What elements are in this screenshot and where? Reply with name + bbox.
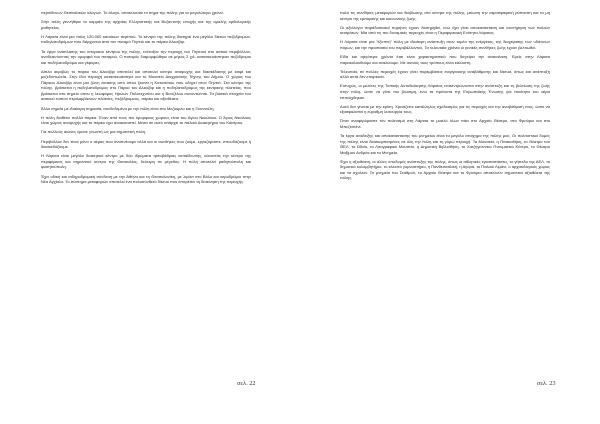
paragraph: Αυτό δεν γίνεται με την κρίση. Χρειάζεται κατάλληλος σχεδιασμός για τις περιοχές και την αναβάθμιση τους, ώστε να εξασφαλιστεί η εύρυθμη λειτουργία τους. xyxy=(340,103,550,115)
paragraph: Η Λάρισα είναι μεγάλο διοικητικό κέντρο με δύο ιδρύματα τριτοβάθμιας εκπαίδευσης, κάνοντάς την κέντρο της περιφέρειας και σημαντικό κέντρο της Θεσσαλίας, δεύτερη σε μέγεθος. Η πόλη αποτελεί μαθητούπολη και φοιτητούπολη. xyxy=(41,153,251,170)
page-number: σελ. 22 xyxy=(237,380,256,387)
paragraph: Περιβάλλον δεν είναι μόνο ο αέρας που αναπνέουμε αλλά και οι συνθήκες που ζούμε, εργαζόμαστε, σπουδάζουμε ή διασκεδάζουμε. xyxy=(41,138,251,150)
paragraph: Έχει η αξιοθέατη, οι άλλες υποδομές ανάπτυξης της πόλης, όπως οι αθλητικές εγκαταστάσεις, το γήπεδο της ΑΕΛ, το δημοτικό κολυμβητήριο, το κλειστό γυμναστήριο, η Πανθεσσαλική, η Αγορά, το Παλαιό Λιμάνι, ο αρχαιολογικός χώρος και τα σχολεία. Τα μνημεία του Σταθμού, το Αρχαίο Θέατρο και το Φρούριο αποτελούν σημαντικά αξιοθέατα της πόλης. xyxy=(340,158,550,181)
right-text-column xyxy=(340,10,550,185)
left-page xyxy=(0,0,290,424)
paragraph: Άλλα σημεία με ιδιαίτερη σημασία, συνδεδεμένα με την πόλη είναι στο Μεζούρλο και η Γιαννούλη. xyxy=(41,105,215,111)
paragraph: Για πολλούς αιώνες έμεινε γνωστή ως μια σημαντική πόλη. xyxy=(41,129,147,135)
paragraph: Ευτυχώς, οι μελέτες της Τοπικής Αυτοδιοίκησης Λάρισας επικεντρώνονται στην ανάπτυξη και τη βελτίωση της ζωής στην πόλη, ώστε να γίνει πιο βιώσιμη, ενώ τα πρότυπα της Ευρωπαϊκής Ένωσης για ποιότητα του αέρα επιτεύχθηκαν. xyxy=(340,83,550,100)
paragraph: Όταν αναφερόμαστε τον πολιτισμό στη Λάρισα το μυαλό όλων πάει στο Αρχαίο Θέατρο, στο Φρούριο και στο Μπεζεστένι. xyxy=(340,118,550,129)
paragraph: Έχει οδική και σιδηροδρομική σύνδεση με την Αθήνα και τη Θεσσαλονίκη, με λιμάνι στο Βόλο και αεροδρόμιο στην Νέα Αγχίαλο. Το σύστημα μεταφορών αποτελεί ένα πολυσύνθετο δίκτυο που επιτρέπει τη διακίνηση της περιοχής. xyxy=(41,173,251,185)
paragraph: Η Λάρισα είναι μια πόλη 120.000 κατοίκων περίπου. Το κέντρο της πόλης διατηρεί ένα μεγάλο δίκτυο πεζόδρομων, ποδηλατοδρόμων που διέρχονται από τον ποταμό Πηνειό και το πάρκο Αλκαζάρ. xyxy=(41,33,251,45)
right-page xyxy=(300,0,590,424)
paragraph: Είδα και αργότερα χρόνια έτσι είναι χαρακτηριστικό που διεγείρει την ανακαίνιση. Εμείς στην Λάρισα παρακολουθούμε και αναλύουμε. Με αυτούς τους τρόπους είναι κάλλιστη. xyxy=(340,54,550,65)
paragraph: Στην πόλη γεννήθηκε το κομμάτι της αρχαίας Ελληνιστικής και Βυζαντινής εποχής και της ομαλής ορθολογικής μαθητείας. xyxy=(41,19,251,30)
paragraph: Τα έργα ανάδειξης και αποκατάστασης του μνημείου είναι το μεγάλο στοίχημα της πόλης μας. Οι πολιτιστικοί δομές της πόλης είναι διασκορπισμένες σε όλη την πόλη και τη γύρω περιοχή. Τα Μουσεία, η Πινακοθήκη, το Θέατρο του ΘΕΛ, το Ωδείο, το Λαογραφικό Μουσείο, η Δημοτική Βιβλιοθήκη, το Χατζηγιάννειο Πνευματικό Κέντρο, το Θέατρο Μαξίμου Ανδρέα και τα Μνημεία. xyxy=(340,133,550,155)
paragraph: περιόδευων Θεσσαλικών αλόγων. Το άλογο, αποτελούσε το σήμα της πόλης για το μεγαλύτερο χρόνο. xyxy=(41,10,224,15)
paragraph: πολύ τις συνθήκες μεταφορών και διαβίωσης στο κέντρο της πόλης, μείωση την ατμοσφαιρική ρύπανση και το μη κέντρο της εμπορικής και κοινωνικής ζωής. xyxy=(340,10,550,21)
paragraph: Η πόλη διαθέτει πολλά πάρκα. Έναν από τους πιο όμορφους χώρους είναι του Αγίου Νικολάου. Ο Άγιος Νικόλαος είναι χώρος αναψυχής και το πάρκο έχει ανακαινιστεί. Μέσα σε αυτό υπάρχει το παλαιό Διοικητήριο του Κάστρου. xyxy=(41,114,251,126)
paragraph: Η Λάρισα είναι μια "έξυπνη" πόλη με ιδιαίτερη ανάπτυξη στον τομέα της ενέργειας, της διαχείρισης των υδάτινων πόρων, και την προστασία του περιβάλλοντος. Τα τελευταία χρόνια οι γενικές συνθήκες ζωής έχουν βελτιωθεί. xyxy=(340,39,550,50)
page-number: σελ. 23 xyxy=(537,380,556,387)
left-text-column xyxy=(41,10,251,188)
paragraph: Οι αξιόλογοι παράδοσιακοί πυρήνες έχουν διατηρηθεί, ενώ έχει γίνει αποκατάσταση και συντήρηση των παλιών κτισμάτων. Μία από τις πιο δυναμικές περιοχές είναι η Περιφερειακή Ενότητα Λάρισας. xyxy=(340,24,550,36)
paragraph: Τα έργα ανάπλασης του ιστορικού κέντρου της πόλης, ενέταξαν την περιοχή του Πηνειού στο αστικό περιβάλλον, αναδεικνύοντας την ομορφιά του ποταμού. Ο ποταμός διαμορφώθηκε σε μήκος 2 χιλ. κατασκευάστηκαν πεζόδρομοι και ποδηλατοδρόμοι και γέφυρες. xyxy=(41,48,251,65)
paragraph: Δίπλα ακριβώς το πάρκο του Αλκαζάρ αποτελεί και αποτελεί κέντρο αναψυχής και διασκέδασης με καφέ και μεζεδοπωλεία. Στην ίδια περιοχή κατασκευάστηκε και το Μουσείο Διαχρονικής Τέχνης του Δήμου. Ο χώρος του Πάρκου Αλκαζάρ είναι μια ζώνη έκτασης από όπου ξεκινά η Καταπότου που οδηγεί στον Πηνειό. Στο κέντρο της πόλης, βρίσκεται η ποδηλατοδρόμος στο Πάρκο του Αλκαζάρ και η ποδηλατοδρόμος της κεντρικής πλατείας, που βρίσκεται στο σημείο όπου η λεωφόρος Ηρώων Πολυτεχνείου και η Βενιζέλου συναντώνται. Τα βασικά στοιχεία του αστικού τοπίου περιλαμβάνουν πλατείες, πεζόδρομους, πάρκα και αξιοθέατα. xyxy=(41,68,251,102)
paragraph: Τελευταία, σε πολλές περιοχές έχουν γίνει παρεμβάσεις ενεργειακής αναβάθμισης και δίκτυα, όπως και ανάπτυξη αλλά αυτά δεν επαρκούν. xyxy=(340,68,550,80)
